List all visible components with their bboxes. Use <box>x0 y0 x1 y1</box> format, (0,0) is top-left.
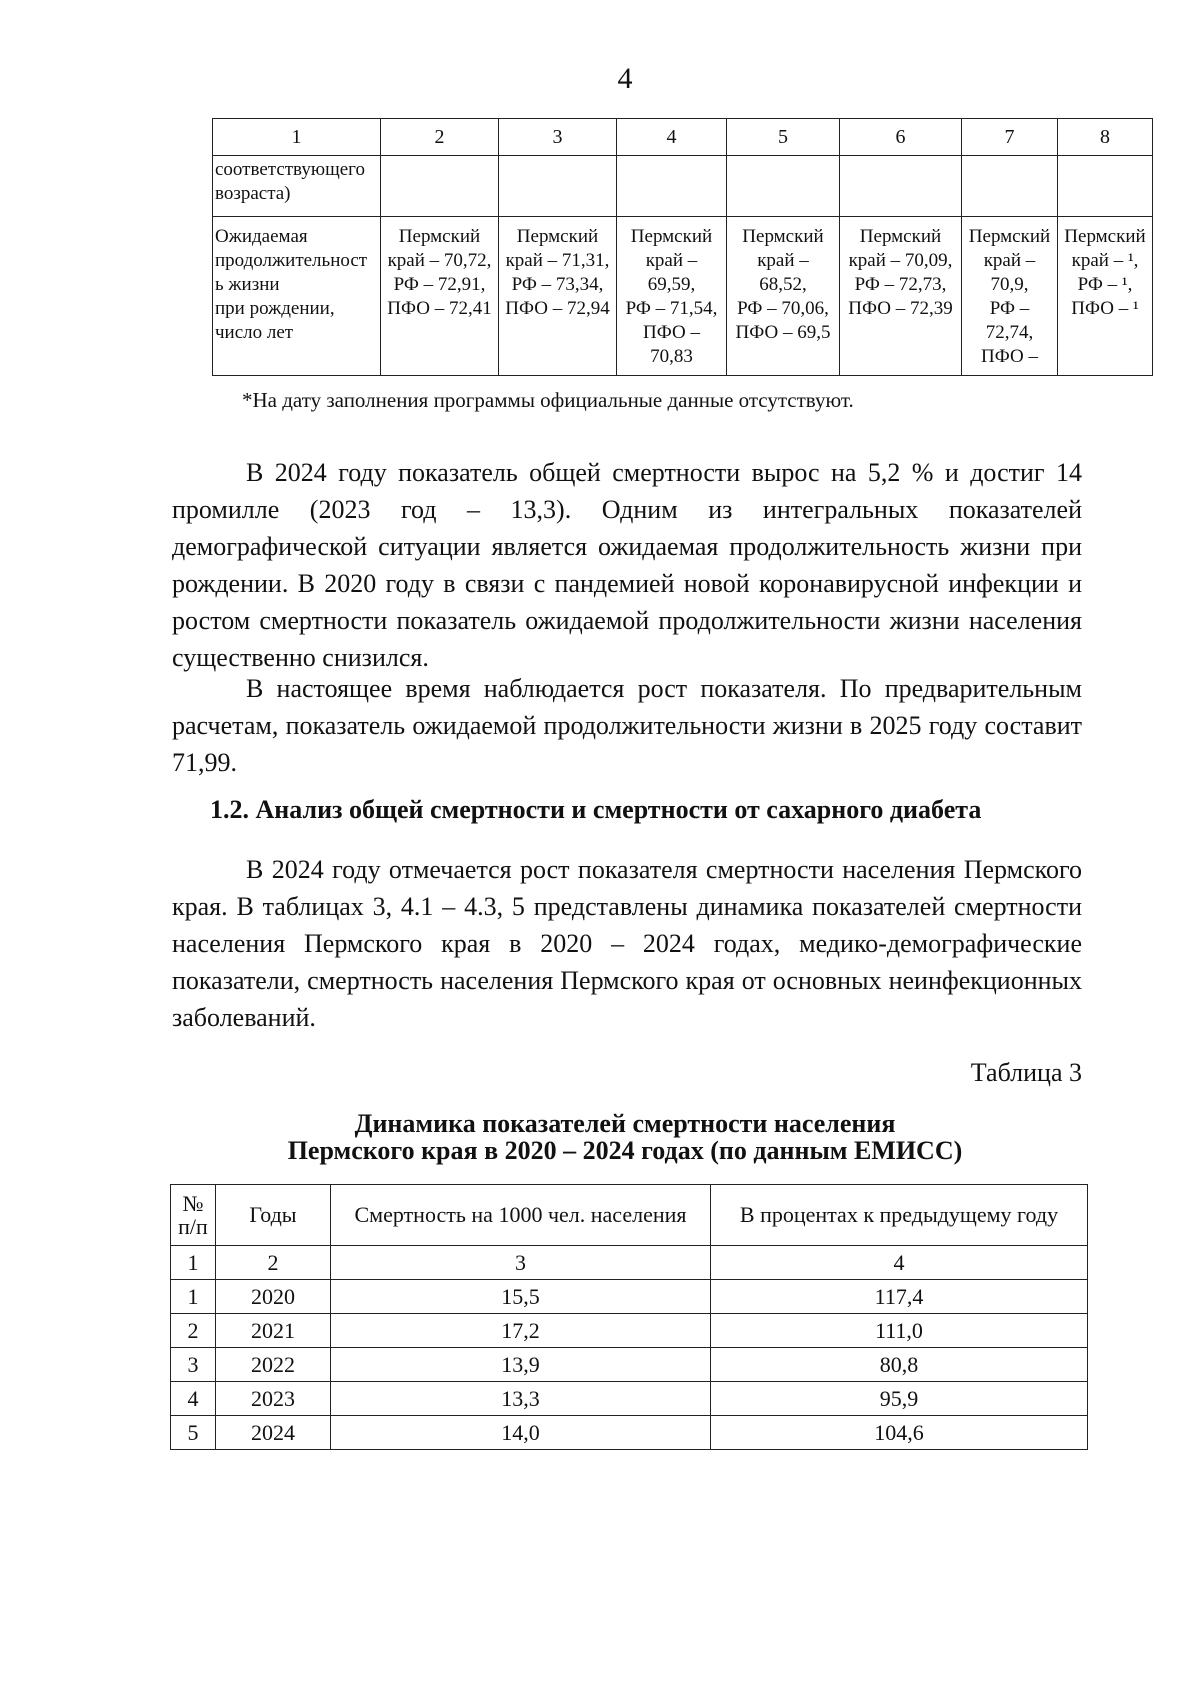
table-1-cell: Пермский край – 71,31, РФ – 73,34, ПФО – 72,94 <box>499 217 617 376</box>
table-3-cell: 14,0 <box>331 1416 711 1450</box>
table-3-cell: 3 <box>331 1246 711 1280</box>
table-1-continuation <box>212 118 1153 376</box>
table-3-row <box>171 1382 1088 1416</box>
table-1-header-cell: 7 <box>962 119 1058 156</box>
table-1-header-cell: 4 <box>617 119 727 156</box>
table-3-cell: 117,4 <box>711 1280 1088 1314</box>
table-3-label: Таблица 3 <box>970 1058 1082 1087</box>
table-3-title <box>0 1110 1200 1164</box>
page-number: 4 <box>617 62 633 95</box>
table-1-header-row <box>213 119 1153 156</box>
paragraph-2-text: В настоящее время наблюдается рост показателя. По предварительным расчетам, показатель ожидаемой продолжительности жизни в 2025 году составит 71,99. <box>172 674 1082 777</box>
table-1-cell: Пермский край – 68,52, РФ – 70,06, ПФО – 69,5 <box>727 217 840 376</box>
table-1-header-cell: 6 <box>840 119 962 156</box>
table-1-cell: Пермский край – ¹, РФ – ¹, ПФО – ¹ <box>1058 217 1153 376</box>
table-1-header-cell: 5 <box>727 119 840 156</box>
paragraph-2 <box>172 670 1082 781</box>
table-3-cell: 2 <box>171 1314 216 1348</box>
table-3-cell: 2023 <box>216 1382 331 1416</box>
table-1-header-cell: 8 <box>1058 119 1153 156</box>
table-1-row-label: Ожидаемая продолжительност ь жизни при рождении, число лет <box>213 217 381 376</box>
table-1-header-cell: 2 <box>381 119 499 156</box>
table-3-cell: 2022 <box>216 1348 331 1382</box>
paragraph-3 <box>172 851 1082 1036</box>
table-1-row <box>213 156 1153 217</box>
table-3-cell: 3 <box>171 1348 216 1382</box>
table-3-row <box>171 1348 1088 1382</box>
paragraph-3-text: В 2024 году отмечается рост показателя смертности населения Пермского края. В таблицах 3, 4.1 – 4.3, 5 представлены динамика показателей смертности населения Пермского края в 2020 – 2024 годах, медико-демографические показатели, смертность населения Пермского края от основных неинфекционных заболеваний. <box>172 855 1082 1032</box>
table-3-title-line: Динамика показателей смертности населения <box>354 1109 896 1138</box>
table-3-cell: 4 <box>711 1246 1088 1280</box>
table-3-cell: 104,6 <box>711 1416 1088 1450</box>
table-3-header-cell: Годы <box>216 1185 331 1246</box>
paragraph-1-text: В 2024 году показатель общей смертности вырос на 5,2 % и достиг 14 промилле (2023 год – 13,3). Одним из интегральных показателей демографической ситуации является ожидаемая продолжительность жизни при рождении. В 2020 году в связи с пандемией новой коронавирусной инфекции и ростом смертности показатель ожидаемой продолжительности жизни населения существенно снизился. <box>172 458 1082 672</box>
table-3-column-numbers-row <box>171 1246 1088 1280</box>
table-1-row-label: соответствующего возраста) <box>213 156 381 217</box>
table-3-cell: 111,0 <box>711 1314 1088 1348</box>
table-3-cell: 17,2 <box>331 1314 711 1348</box>
table-3-cell: 15,5 <box>331 1280 711 1314</box>
table-3-header-cell: Смертность на 1000 чел. населения <box>331 1185 711 1246</box>
table-3-cell: 2 <box>216 1246 331 1280</box>
table-3 <box>170 1184 1088 1450</box>
table-1-cell: Пермский край – 70,9, РФ – 72,74, ПФО – <box>962 217 1058 376</box>
table-3-cell: 13,3 <box>331 1382 711 1416</box>
table-3-cell: 80,8 <box>711 1348 1088 1382</box>
table-3-header-cell: В процентах к предыдущему году <box>711 1185 1088 1246</box>
table-1-cell: Пермский край – 69,59, РФ – 71,54, ПФО – 70,83 <box>617 217 727 376</box>
table-1-header-cell: 1 <box>213 119 381 156</box>
table-3-cell: 2024 <box>216 1416 331 1450</box>
table-3-cell: 2021 <box>216 1314 331 1348</box>
table-3-cell: 13,9 <box>331 1348 711 1382</box>
table-3-cell: 4 <box>171 1382 216 1416</box>
table-3-cell: 2020 <box>216 1280 331 1314</box>
table-1-row <box>213 217 1153 376</box>
table-3-header-cell: № п/п <box>171 1185 216 1246</box>
footnote: *На дату заполнения программы официальные данные отсутствуют. <box>242 388 854 412</box>
table-3-cell: 95,9 <box>711 1382 1088 1416</box>
table-3-cell: 1 <box>171 1246 216 1280</box>
table-3-header-row <box>171 1185 1088 1246</box>
table-1-cell: Пермский край – 70,72, РФ – 72,91, ПФО – 72,41 <box>381 217 499 376</box>
paragraph-1 <box>172 454 1082 676</box>
table-3-title-line: Пермского края в 2020 – 2024 годах (по данным ЕМИСС) <box>287 1136 963 1165</box>
table-3-cell: 1 <box>171 1280 216 1314</box>
table-3-cell: 5 <box>171 1416 216 1450</box>
section-heading: 1.2. Анализ общей смертности и смертности от сахарного диабета <box>210 795 982 824</box>
table-3-row <box>171 1280 1088 1314</box>
table-3-row <box>171 1314 1088 1348</box>
table-1-cell: Пермский край – 70,09, РФ – 72,73, ПФО – 72,39 <box>840 217 962 376</box>
table-1-header-cell: 3 <box>499 119 617 156</box>
table-3-row <box>171 1416 1088 1450</box>
